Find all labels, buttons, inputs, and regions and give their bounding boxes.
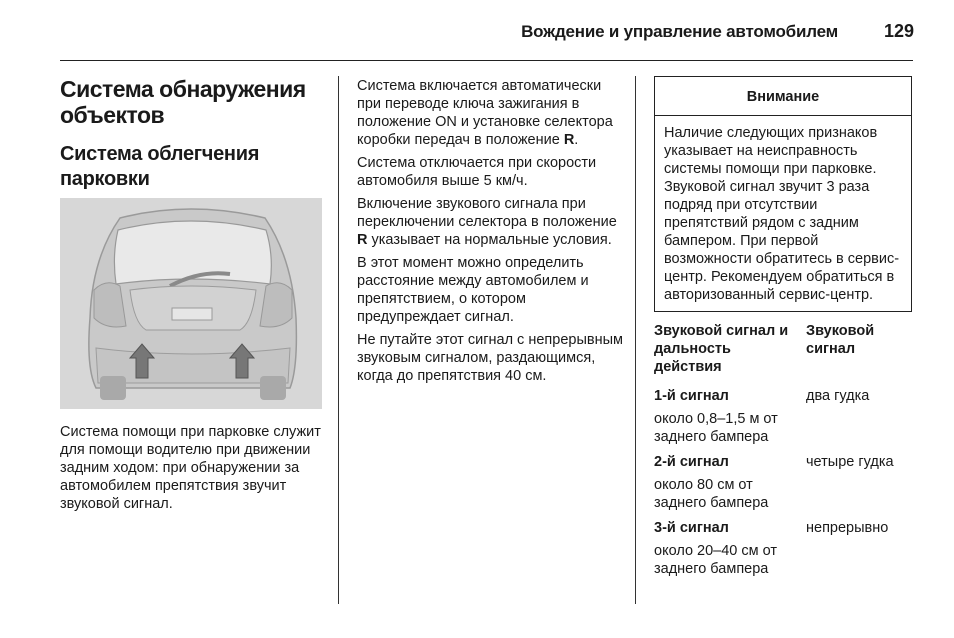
intro-paragraph: Система помощи при парковке служит для помощи водителю при движении задним ходом: при обнаружении за автомобилем препятствия звучит звуковой сигнал.	[60, 424, 321, 512]
table-header-row	[654, 322, 916, 376]
signal-name: 2-й сигнал	[654, 454, 729, 470]
section-heading: Система обнаружения объектов	[60, 76, 306, 128]
subsection-heading: Система облегчения парковки	[60, 143, 260, 190]
text-span: указывает на нормальные условия.	[367, 232, 612, 248]
column-divider-right	[635, 76, 636, 604]
warning-text: Наличие следующих признаков указывает на неисправность системы помощи при парковке. Звуковой сигнал звучит 3 раза подряд при отсутствии препятствий рядом с задним бампером. При первой возможности обратитесь в сервис-центр. Рекомендуем обратиться в авторизованный сервис-центр.	[664, 125, 900, 303]
gear-r-label: R	[357, 232, 368, 248]
signal-range: около 0,8–1,5 м от заднего бампера	[654, 411, 778, 445]
signal-range: около 20–40 см от заднего бампера	[654, 543, 778, 577]
paragraph-signal-normal	[357, 195, 623, 249]
signal-table	[654, 322, 916, 578]
table-row	[654, 453, 916, 471]
running-header-title: Вождение и управление автомобилем	[521, 22, 838, 41]
table-header-range: Звуковой сигнал и дальность действия	[654, 323, 789, 375]
paragraph-activation	[357, 77, 623, 149]
description-column	[357, 77, 623, 390]
table-header-signal: Звуковой сигнал	[806, 323, 875, 357]
signal-type: непрерывно	[806, 520, 889, 536]
warning-title: Внимание	[655, 77, 911, 116]
car-rear-illustration	[60, 198, 322, 409]
text-span: .	[574, 132, 579, 148]
page-number: 129	[883, 21, 914, 41]
car-rear-parking-sensors-icon	[60, 198, 322, 409]
signal-name: 3-й сигнал	[654, 520, 729, 536]
signal-range: около 80 см от заднего бампера	[654, 477, 769, 511]
warning-box	[654, 76, 912, 312]
paragraph-deactivation: Система отключается при скорости автомобиля выше 5 км/ч.	[357, 155, 597, 189]
signal-name: 1-й сигнал	[654, 388, 729, 404]
text-span: Включение звукового сигнала при переключении селектора в положение	[357, 196, 617, 230]
text-span: Система включается автоматически при переводе ключа зажигания в положение ON и установке селектора коробки передач в положение	[357, 78, 613, 148]
header-divider	[60, 60, 913, 61]
column-divider-left	[338, 76, 339, 604]
table-row	[654, 519, 916, 537]
table-row-range	[654, 410, 916, 446]
table-row-range	[654, 542, 916, 578]
signal-type: два гудка	[806, 388, 870, 404]
table-row-range	[654, 476, 916, 512]
paragraph-distance: В этот момент можно определить расстояние между автомобилем и препятствием, о котором предупреждает сигнал.	[357, 255, 589, 325]
gear-r-label: R	[563, 132, 575, 148]
paragraph-continuous-signal: Не путайте этот сигнал с непрерывным звуковым сигналом, раздающимся, когда до препятствия 40 см.	[357, 332, 623, 384]
table-row	[654, 387, 916, 405]
signal-type: четыре гудка	[806, 454, 894, 470]
